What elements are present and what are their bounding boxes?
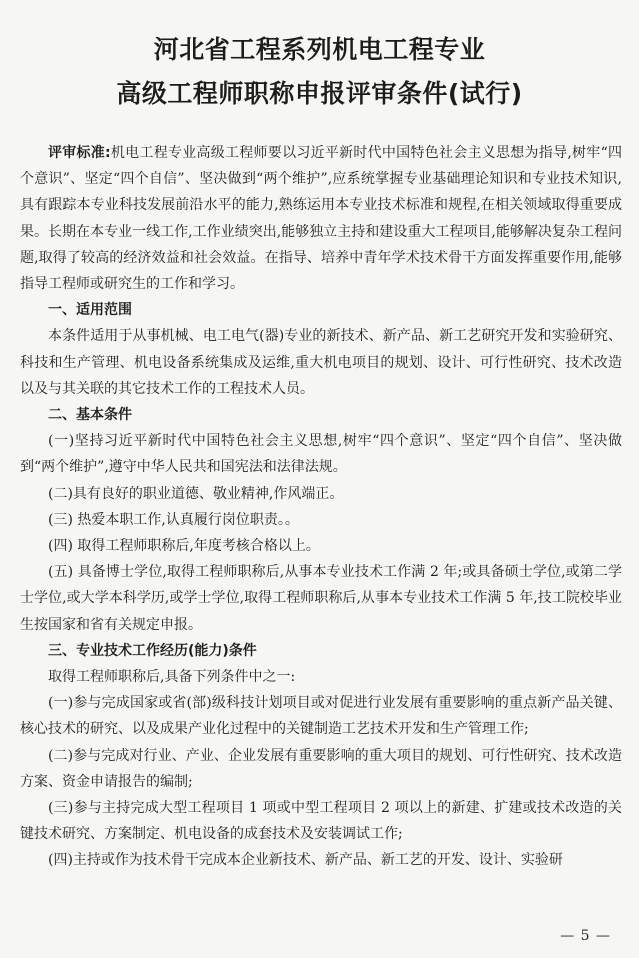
section-2-item: (一)坚持习近平新时代中国特色社会主义思想,树牢“四个意识”、坚定“四个自信”、坚决做到“两个维护”,遵守中华人民共和国宪法和法律法规。 bbox=[20, 433, 622, 476]
section-3-intro: 取得工程师职称后,具备下列条件中之一: bbox=[48, 669, 296, 686]
section-3-heading: 三、专业技术工作经历(能力)条件 bbox=[48, 642, 257, 659]
intro-text: 机电工程专业高级工程师要以习近平新时代中国特色社会主义思想为指导,树牢“四个意识”、坚定“四个自信”、坚决做到“两个维护”,应系统掌握专业基础理论知识和专业技术知识,具有跟踪本专业科技发展前沿水平的能力,熟练运用本专业技术标准和规程,在相关领域取得重要成果。长期在本专业一线工作,工作业绩突出,能够独立主持和建设重大工程项目,能够解决复杂工程问题,取得了较高的经济效益和社会效益。在指导、培养中青年学术技术骨干方面发挥重要作用,能够指导工程师或研究生的工作和学习。 bbox=[20, 145, 622, 293]
intro-paragraph bbox=[20, 140, 622, 297]
section-2-item: (二)具有良好的职业道德、敬业精神,作风端正。 bbox=[48, 485, 344, 502]
document-body bbox=[20, 140, 622, 874]
section-1-paragraph: 本条件适用于从事机械、电工电气(器)专业的新技术、新产品、新工艺研究开发和实验研究、科技和生产管理、机电设备系统集成及运维,重大机电项目的规划、设计、可行性研究、技术改造以及与其关联的其它技术工作的工程技术人员。 bbox=[20, 328, 622, 397]
document-title-line-2: 高级工程师职称申报评审条件(试行) bbox=[116, 79, 523, 108]
section-2-item: (五) 具备博士学位,取得工程师职称后,从事本专业技术工作满 2 年;或具备硕士学位,或第二学士学位,或大学本科学历,或学士学位,取得工程师职称后,从事本专业技术工作满 5 年,技工院校毕业生按国家和省有关规定申报。 bbox=[20, 564, 622, 633]
intro-lead: 评审标准: bbox=[48, 145, 111, 161]
section-3-item: (四)主持或作为技术骨干完成本企业新技术、新产品、新工艺的开发、设计、实验研 bbox=[48, 852, 563, 869]
section-3-item: (三)参与主持完成大型工程项目 1 项或中型工程项目 2 项以上的新建、扩建或技术改造的关键技术研究、方案制定、机电设备的成套技术及安装调试工作; bbox=[20, 800, 622, 843]
document-title-line-1: 河北省工程系列机电工程专业 bbox=[153, 35, 486, 64]
page-number: — 5 — bbox=[560, 928, 611, 944]
section-2-item: (三) 热爱本职工作,认真履行岗位职责。。 bbox=[48, 511, 299, 528]
section-1-heading: 一、适用范围 bbox=[48, 302, 132, 319]
section-2-heading: 二、基本条件 bbox=[48, 407, 132, 424]
section-3-item: (一)参与完成国家或省(部)级科技计划项目或对促进行业发展有重要影响的重点新产品关键、核心技术的研究、以及成果产业化过程中的关键制造工艺技术开发和生产管理工作; bbox=[20, 695, 622, 738]
section-3-item: (二)参与完成对行业、产业、企业发展有重要影响的重大项目的规划、可行性研究、技术改造方案、资金申请报告的编制; bbox=[20, 747, 622, 790]
section-2-item: (四) 取得工程师职称后,年度考核合格以上。 bbox=[48, 538, 320, 555]
